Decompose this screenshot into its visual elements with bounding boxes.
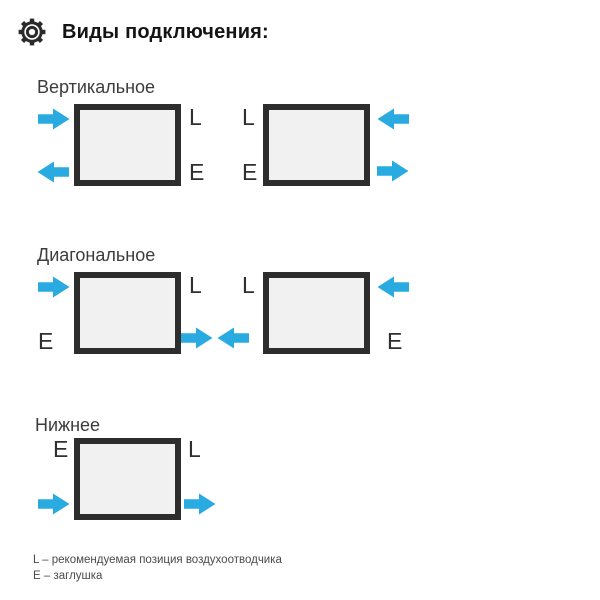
port-label-l: L — [189, 104, 202, 130]
arrow-right-icon — [38, 276, 70, 298]
arrow-right-icon — [38, 493, 70, 515]
port-label-l: L — [242, 104, 255, 130]
legend — [33, 553, 282, 584]
section-title-vertical: Вертикальное — [37, 77, 156, 97]
arrow-right-icon — [377, 160, 409, 182]
arrow-left-icon — [377, 108, 409, 130]
arrow-left-icon — [377, 276, 409, 298]
port-label-e: E — [387, 328, 403, 354]
arrow-right-icon — [184, 493, 216, 515]
port-label-e: E — [38, 328, 54, 354]
radiator-box — [74, 272, 181, 354]
port-label-l: L — [188, 436, 201, 462]
arrow-right-icon — [181, 327, 213, 349]
section-title-bottom: Нижнее — [35, 415, 101, 435]
legend-line-plug: E – заглушка — [33, 569, 103, 582]
legend-line-air-vent: L – рекомендуемая позиция воздухоотводчика — [33, 554, 282, 566]
port-label-e: E — [189, 159, 205, 185]
port-label-e: E — [242, 159, 258, 185]
gear-icon — [17, 17, 47, 47]
radiator-box — [74, 104, 181, 186]
port-label-l: L — [242, 272, 255, 298]
arrow-left-icon — [217, 327, 249, 349]
section-title-diagonal: Диагональное — [37, 245, 156, 265]
arrow-left-icon — [37, 161, 69, 183]
radiator-box — [74, 438, 181, 520]
radiator-box — [263, 272, 370, 354]
port-label-e: E — [53, 436, 69, 462]
page-title: Виды подключения: — [62, 20, 269, 43]
header — [17, 17, 269, 47]
arrow-right-icon — [38, 108, 70, 130]
port-label-l: L — [189, 272, 202, 298]
radiator-box — [263, 104, 370, 186]
